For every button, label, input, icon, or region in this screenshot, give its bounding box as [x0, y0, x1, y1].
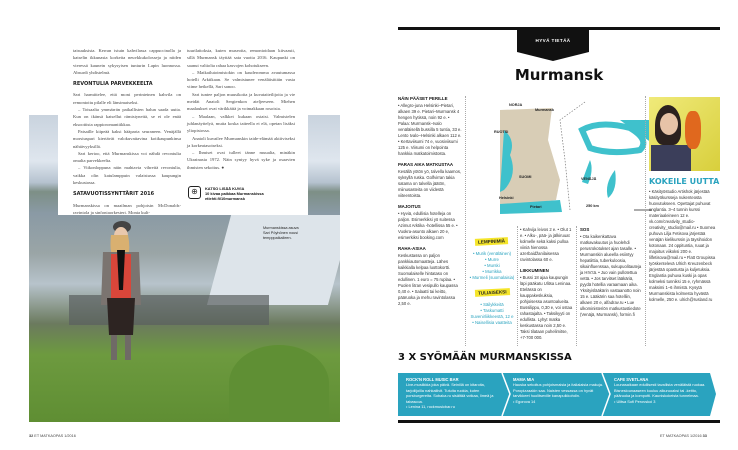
paragraph: – Matkailutoimistokin on kauderomma avautumassa hotelli Arktikaan. Se valmistunee venäläisittäin vasta viime hetkellä, Sari sanoo.: [187, 69, 295, 90]
paragraph: – Toisaalta ymmärrän paikallisten halun saada uutta. Kun on ikänsä katsellut rämistyneitä, se ei ole enää eksoottista rappioromantiikkaa.: [73, 107, 181, 127]
paragraph: tuurilaitoksia, kuten museoita, remontoidaan kiivaasti, sillä Murmansk täyttää sata vuotta 2016. Kaupunki on saanut valtiolta rahaa kasvojen kohotukseen.: [187, 48, 295, 68]
crafts-photo: [649, 97, 720, 171]
dotted-divider: [576, 226, 577, 346]
info-text: • Allegro-juna Helsinki–Pietari, alkaen 39 e. Pietari–Murmansk 4 hengen hytissä, noin 92 e. • Palaa: Murmansk–Ivalo venäläisellä bussilla 5 tuntia, 33 e. Lento Ivalo–Helsinki alkaen 112 e. • Kertaviisumi 74 e, vuosiviisumi 125 e. Viisumi on helpointa hankkia matkatoimistosta.: [398, 103, 462, 156]
restaurant-card: [614, 377, 706, 404]
subheading-satavuotis: SATAVUOTISSYNTTÄRIT 2016: [73, 191, 155, 198]
page-number: 32: [29, 434, 34, 438]
paragraph: – Maalaan, valkkei kukaan ostaisi. Valmistelen juhlanäyttelyä, mutta koska taiteella ei elä, opetan lisäksi yliopistossa.: [187, 113, 295, 134]
map-label-pietari: Pietari: [530, 205, 542, 209]
paragraph: Sari harmittelee, että moni perinteinen kahvila on remontoitu pilalle eli länsimaiseksi.: [73, 92, 181, 105]
map-label-helsinki: Helsinki: [499, 196, 514, 200]
map-label-ruotsi: RUOTSI: [494, 130, 509, 134]
paragraph: Sari kertoo, että Murmanskissa voi nähdä revontulia omalta parvekkeelta.: [73, 150, 181, 164]
restaurant-desc: Live-musiikkia joka päivä. Seinillä on kitaroita, tarjoilijoilla nahkaliivit. Tutuita ruokia, kuten porsburgereita. Sobaka.ru sisältää votkaa, limeä ja tabascoa.: [406, 382, 494, 404]
woman-figure: [89, 210, 149, 360]
souvenir-item: • Taskumatti Suvenirliikkeestä, 12 e: [470, 308, 514, 319]
info-heading: RAHA-ASIAA: [398, 246, 426, 251]
restaurant-name: MAMA MIA: [513, 377, 535, 382]
page-title: Murmansk: [514, 66, 604, 84]
dotted-divider: [645, 96, 646, 346]
restaurant-card: [513, 377, 603, 404]
article-column-2: [187, 47, 295, 171]
right-footer: [660, 434, 707, 438]
souvenirs-label: TULIAISEKSI: [475, 288, 510, 297]
footer-text: ET MATKAOPAS 1/2016: [34, 434, 76, 438]
souvenir-item: • Säilykkeitä: [480, 302, 504, 307]
restaurant-address: • Ulitsa Sofi Perovskoi 3: [614, 398, 656, 404]
dotted-divider: [517, 226, 518, 346]
more-photos-link[interactable]: [205, 187, 264, 201]
info-heading: NÄIN PÄÄSET PERILLE: [398, 96, 448, 101]
badge-label: HYVÄ TIETÄÄ: [535, 38, 571, 43]
info-text: • Kahvija leivos 2 e. • Olut 1 e. • Alku-, pää- ja jälkiruuat kolmelle sekä kaksi pulloa viiniä hienossa azerbaidžanilaisessa ravintolassa 60 e.: [520, 227, 572, 262]
paragraph: Murmanskissa on maailman pohjoisin McDonalds-ravintola ja sinfoniaorkesteri. Monia kult-: [73, 202, 181, 215]
info-heading: SOS: [580, 227, 590, 232]
map-label-suomi: SUOMI: [519, 175, 532, 179]
info-text: • Hyviä, edullisia hotelleja on paljon. Esimerkiksi yö suitessa Azimut Arktika -hotellissa 55 e. • Vuokra-asunto alkaen 20 e, esimerkiksi booking.com: [398, 211, 458, 240]
more-url[interactable]: etlehti.fi/10murmansk: [205, 195, 246, 201]
info-text: Kesällä yötön yö, talvella kaamos, syksyllä ruska. Golfvirran takia satama on talvella jäätön, miinusasteita on viidestä viiteentoista.: [398, 169, 462, 198]
nickname-item: • Murik (venäläinen): [472, 251, 512, 256]
nicknames-box: [469, 230, 515, 326]
info-column-1: [398, 96, 462, 307]
map-scale: 250 km: [586, 204, 599, 208]
left-footer: [29, 434, 76, 438]
subheading-revontulia: REVONTULIA PARVEKKEELTA: [73, 81, 153, 88]
info-text: Keskustassa on paljon pankkiautomaatteja. Lähes kaikkialla kelpaa luottokortti. Suomalaiselle hintataso on edullinen. 1 euro = 75 ruplaa. • Puolen litran vesipullo kaupassa 0,40 e. • Salaatti tai keitto, pääruoka ja mehu ravintolassa 2,50 e.: [398, 253, 458, 306]
nickname-item: • Murrikka: [482, 269, 502, 274]
nickname-item: • Murmeli (suomalaisia): [469, 275, 515, 280]
bush: [229, 345, 329, 422]
restaurant-name: CAFE SVETLANA: [614, 377, 649, 382]
map-label-norja: NORJA: [509, 103, 523, 107]
paragraph: Anatoli kuvailee Murmanskin taide-elämää aktiiviseksi ja korkeatasoiseksi.: [187, 135, 295, 148]
paragraph: – Ihmiset ovat tulleet tänne muualta, minäkin Ukrainasta 1972. Näin syntyy hyvä syke ja osaavien ihmisten sekoitus. ●: [187, 150, 295, 170]
paragraph: Sari tuntee paljon muusikoita ja kuvataiteilijoita ja vie meidät Anatoli Sergienkon ateljeeseen. Miehen maalaukset ovat värikkäitä ja voimakkaan rosoisia.: [187, 91, 295, 112]
try-new-text: • Käsityöstudio Artishok järjestää käsityökursseja nukenteosta huovutukseen. Opettajat puhuvat englantia. 3–4 tunnin kurssi materiaaleineen 12 e. vk.com/creativity_studio-creativity_studio@mail.ru • Suomea puhuva Lilja Fetisova järjestää venäjän kielikurssin ja täysihoidon kotonaan. 24 oppituntia, ruuat ja majoitus viikoksi 200 e. lilfetisova@mail.ru • Flatt Groupissa työskentelevä Ulrich Kreuzenbeck järjestää opastusta ja kuljetuksia. Englantia puhuva kuski ja opas kolmeksi tunniksi 15 e, ryhmässä maksimi 1–6 ihmistä. Kysytä Murmanskista kolmesta hyvästä kolmelle, 250 e. ulrich@rusland.ru: [649, 189, 716, 302]
sos-column: [580, 227, 642, 318]
paragraph: taisuuksista. Kerran istuin kahvilassa cappuccinolla ja katselin ikkunasta korkeita neuvkkukolosseja ja niiden vieressä kaunein sykysyisen tunturin Lapin luonnossa. Absurdi yhdistelmä.: [73, 48, 181, 75]
dotted-divider: [465, 96, 466, 346]
nickname-item: • Murre: [485, 257, 499, 262]
restaurant-desc: Lounasaikaan edullisesti tavallista venäläistä ruokaa. Bisneslounaaseen kuuluu alkuruoaksi tai -keitto, pääruoka ja kompotti. Kauniskokeista tunnelmaa.: [614, 382, 706, 399]
paragraph: – Viikonloppuna näin mahtavia vihreitä revontulia, vaikka olin katulamppuin valaistussa kaupungin keskustassa.: [73, 165, 181, 186]
bottom-rule: [398, 420, 720, 423]
info-heading: LIIKKUMINEN: [520, 268, 549, 273]
footer-text: ET MATKAOPAS 1/2016: [660, 434, 702, 438]
article-column-1: [73, 47, 181, 216]
eat-section-title: 3 X SYÖMÄÄN MURMANSKISSA: [398, 352, 572, 363]
region-map: [490, 100, 660, 218]
qr-globe-icon: ⊕: [188, 186, 201, 199]
paragraph: Patsaille kiipeää kaksi hääparia seuraneen. Venäjällä morsiuspari kiertävät valokuvattavina kotikaupunkinsa nähtävyyksillä.: [73, 128, 181, 149]
restaurant-address: • Lenina 11, rockmusicbar.ru: [406, 404, 455, 410]
souvenir-item: • Naisellisia vaatteita: [472, 320, 512, 325]
more-title: KATSO LISÄÄ KUVIA: [205, 186, 245, 191]
more-line1: 10 kivaa paikkaa Murmanskissa: [205, 190, 264, 196]
map-label-murmansk: Murmansk: [535, 108, 554, 112]
try-new-heading: KOKEILE UUTTA: [649, 177, 720, 186]
info-heading: PARAS AIKA MATKUSTAA: [398, 162, 454, 167]
info-text: • Bussi 18 ajaa kaupungin läpi pääkatu Ulitsa Leninaa. Etelässä on kauppakeskuksia, pohjoisessa asuntoalueita. Bussilippu, 0,30 e, voi ostaa rahastajalta. • Taksikyyti on edullista. Lyhyt matka keskustassa noin 2,50 e. Taksi tilataan puhelimitse, +7-700 000.: [520, 275, 573, 340]
info-column-3: [520, 227, 575, 341]
nickname-item: • Murski: [484, 263, 500, 268]
restaurant-card: [406, 377, 502, 409]
restaurant-name: ROCK'N ROLL MUSIC BAR: [406, 377, 459, 382]
restaurant-address: • Egorova 14: [513, 398, 536, 404]
map-label-venaja: VENÄJÄ: [581, 177, 597, 181]
info-heading: MAJOITUS: [398, 204, 421, 209]
page-number: 33: [702, 434, 707, 438]
section-badge: [517, 29, 589, 61]
info-text: • Ota kaikenkattava matkavakuutus ja huolehdi perusrokotukset ajan tasalle. • Murmanskin alueella esiintyy hepatiittia, tuberkuloosia, sikainfluenssaa, sukupuolitauteja ja HIV:tä. • Juo vain pullotettua vettä. • Jos tarvitset lääkäriä, pyydä hotellia varaamaan aika. Yksityislääkärin vastaanotto noin 15 e. Lääkärin saa hotelliin, alkaen 20 e, alfadrav.ru • Lue ulkoministeriön matkustustiedote (Venäjä, Murmansk), formin.fi: [580, 234, 642, 317]
photo-caption: Murmanskissa asuva Sari Pöyhönen nousi tempppaikalleen.: [263, 226, 299, 240]
nicknames-label: LEMPINIMIÄ: [475, 237, 508, 246]
restaurant-desc: Hauska sekoitus pohjoismaisia ja italialaisia makuja. Poropizzaakin saa. Naisten vessassa on hyvät tarvikkeet huolitseville kanapulkkohdin.: [513, 382, 603, 399]
